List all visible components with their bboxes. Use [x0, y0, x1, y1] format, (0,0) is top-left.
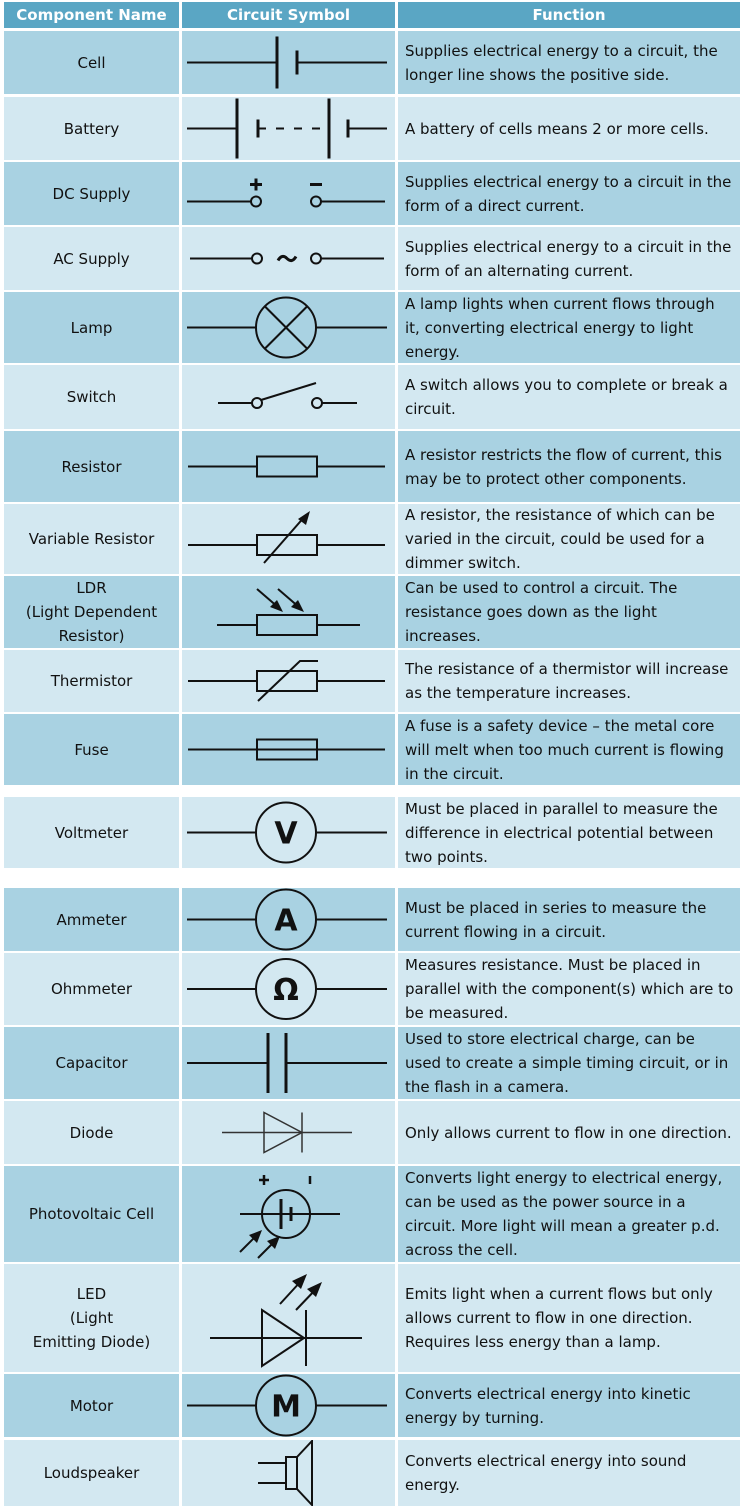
function-text: Used to store electrical charge, can be used to create a simple timing circuit, or in the flash in a camera. — [405, 1030, 729, 1096]
component-name-diode: Diode — [4, 1101, 179, 1164]
led-symbol — [182, 1264, 395, 1372]
component-name-thermistor: Thermistor — [4, 650, 179, 712]
component-function-dc-supply — [398, 162, 740, 225]
capacitor-symbol — [182, 1027, 395, 1099]
svg-text:M: M — [271, 1389, 301, 1425]
component-name-ammeter: Ammeter — [4, 888, 179, 951]
component-function-diode — [398, 1101, 740, 1164]
component-name-resistor: Resistor — [4, 431, 179, 502]
svg-text:A: A — [274, 903, 298, 939]
diode-symbol — [182, 1101, 395, 1164]
function-text: A battery of cells means 2 or more cells. — [405, 119, 709, 138]
component-name-photovoltaic-cell: Photovoltaic Cell — [4, 1166, 179, 1262]
component-name-fuse: Fuse — [4, 714, 179, 785]
function-text: Supplies electrical energy to a circuit, the longer line shows the positive side. — [405, 41, 718, 84]
ldr-symbol — [182, 576, 395, 648]
component-function-voltmeter — [398, 797, 740, 868]
function-text: A switch allows you to complete or break a circuit. — [405, 376, 728, 418]
function-text: Converts electrical energy into kinetic energy by turning. — [405, 1384, 691, 1427]
lamp-symbol — [182, 292, 395, 363]
component-function-ohmmeter — [398, 953, 740, 1025]
ammeter-symbol — [182, 888, 395, 951]
function-text: Converts electrical energy into sound energy. — [405, 1452, 687, 1494]
function-text: Supplies electrical energy to a circuit in the form of an alternating current. — [405, 237, 732, 280]
function-text: Can be used to control a circuit. The resistance goes down as the light increases. — [405, 579, 678, 645]
switch-symbol — [182, 365, 395, 429]
component-function-cell — [398, 31, 740, 94]
component-function-loudspeaker — [398, 1440, 740, 1506]
function-text: Only allows current to flow in one direction. — [405, 1123, 732, 1142]
component-function-motor — [398, 1374, 740, 1437]
function-text: A lamp lights when current flows through it, converting electrical energy to light energy. — [405, 294, 715, 361]
function-text: Measures resistance. Must be placed in parallel with the component(s) which are to be measured. — [405, 956, 734, 1022]
component-name-battery: Battery — [4, 97, 179, 160]
battery-symbol — [182, 97, 395, 160]
component-function-variable-resistor — [398, 504, 740, 574]
component-function-thermistor — [398, 650, 740, 712]
component-name-dc-supply: DC Supply — [4, 162, 179, 225]
svg-text:Ω: Ω — [273, 973, 299, 1008]
loudspeaker-symbol — [182, 1440, 395, 1506]
photovoltaic-cell-symbol — [182, 1166, 395, 1262]
component-function-lamp — [398, 292, 740, 363]
component-name-ohmmeter: Ohmmeter — [4, 953, 179, 1025]
resistor-symbol — [182, 431, 395, 502]
component-name-capacitor: Capacitor — [4, 1027, 179, 1099]
thermistor-symbol — [182, 650, 395, 712]
fuse-symbol — [182, 714, 395, 785]
component-name-ldr: LDR (Light Dependent Resistor) — [4, 576, 179, 648]
component-name-motor: Motor — [4, 1374, 179, 1437]
component-name-voltmeter: Voltmeter — [4, 797, 179, 868]
component-name-switch: Switch — [4, 365, 179, 429]
ohmmeter-symbol — [182, 953, 395, 1025]
component-name-ac-supply: AC Supply — [4, 227, 179, 290]
variable-resistor-symbol — [182, 504, 395, 574]
component-function-ldr — [398, 576, 740, 648]
component-function-capacitor — [398, 1027, 740, 1099]
component-function-battery — [398, 97, 740, 160]
voltmeter-symbol — [182, 797, 395, 868]
component-function-resistor — [398, 431, 740, 502]
header-function: Function — [398, 2, 740, 28]
component-function-photovoltaic-cell — [398, 1166, 740, 1262]
function-text: Supplies electrical energy to a circuit in the form of a direct current. — [405, 172, 732, 215]
component-function-ammeter — [398, 888, 740, 951]
motor-symbol — [182, 1374, 395, 1437]
dc-supply-symbol — [182, 162, 395, 225]
function-text: Emits light when a current flows but only allows current to flow in one direction. Requires less energy than a lamp. — [405, 1285, 713, 1351]
function-text: Must be placed in series to measure the current flowing in a circuit. — [405, 898, 707, 941]
component-name-led: LED (Light Emitting Diode) — [4, 1264, 179, 1372]
function-text: Must be placed in parallel to measure the difference in electrical potential between two points. — [405, 799, 718, 866]
component-name-cell: Cell — [4, 31, 179, 94]
function-text: A resistor restricts the flow of current, this may be to protect other components. — [405, 445, 722, 488]
component-function-ac-supply — [398, 227, 740, 290]
component-function-switch — [398, 365, 740, 429]
function-text: A resistor, the resistance of which can be varied in the circuit, could be used for a dimmer switch. — [405, 506, 715, 572]
header-component-name: Component Name — [4, 2, 179, 28]
component-name-variable-resistor: Variable Resistor — [4, 504, 179, 574]
function-text: A fuse is a safety device – the metal core will melt when too much current is flowing in the circuit. — [405, 716, 724, 783]
header-circuit-symbol: Circuit Symbol — [182, 2, 395, 28]
component-function-led — [398, 1264, 740, 1372]
svg-text:V: V — [274, 816, 298, 852]
component-name-loudspeaker: Loudspeaker — [4, 1440, 179, 1506]
function-text: Converts light energy to electrical energy, can be used as the power source in a circuit. More light will mean a greater p.d. across the cell. — [405, 1169, 723, 1259]
ac-supply-symbol — [182, 227, 395, 290]
component-name-lamp: Lamp — [4, 292, 179, 363]
cell-symbol — [182, 31, 395, 94]
component-function-fuse — [398, 714, 740, 785]
function-text: The resistance of a thermistor will increase as the temperature increases. — [405, 660, 729, 702]
